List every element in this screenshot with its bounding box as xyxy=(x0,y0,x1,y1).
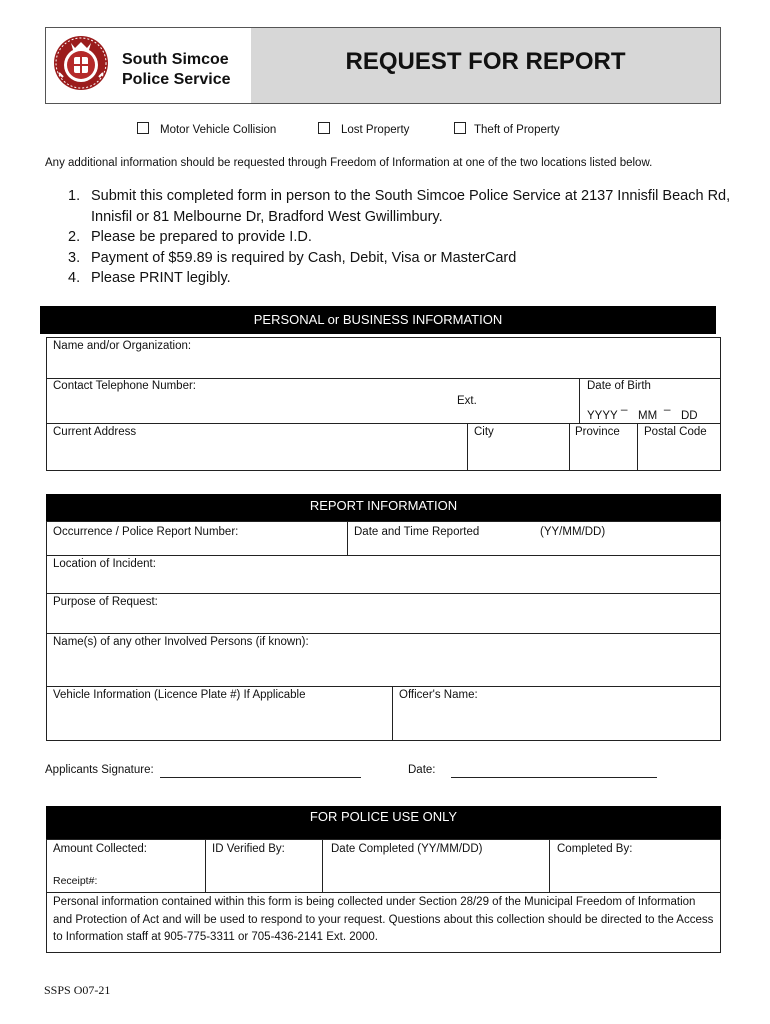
org-name-line2: Police Service xyxy=(122,71,231,88)
checkbox-lost-property[interactable] xyxy=(318,122,330,134)
instruction-item: 1. Submit this completed form in person to the South Simcoe Police Service at 2137 Innisfil Beach Rd, Innisfil or 81 Melbourne Dr, Bradford West Gwillimbury. xyxy=(68,188,731,225)
occurrence-number-label: Occurrence / Police Report Number: xyxy=(53,526,239,538)
date-of-birth-label: Date of Birth xyxy=(587,380,651,392)
privacy-notice: Personal information contained within this form is being collected under Section 28/29 of the Municipal Freedom of Information and Protection of Act and will be used to respond to your request. Questions about this collection should be directed to the Access to Information staff at 905-775-3311 or 705-436-2141 Ext. 2000. xyxy=(53,896,714,943)
police-use-heading: FOR POLICE USE ONLY xyxy=(46,806,721,840)
checkbox-label-lost-property: Lost Property xyxy=(341,124,410,136)
id-verified-label: ID Verified By: xyxy=(212,843,285,855)
org-name-line1: South Simcoe xyxy=(122,51,229,68)
dob-separator: _ xyxy=(621,399,628,411)
instructions-list xyxy=(68,186,731,289)
form-header xyxy=(45,27,721,104)
signature-date-label: Date: xyxy=(408,764,436,776)
amount-collected-label: Amount Collected: xyxy=(53,843,147,855)
applicant-signature-line[interactable] xyxy=(160,777,361,778)
date-format-label: (YY/MM/DD) xyxy=(540,526,606,538)
receipt-label: Receipt#: xyxy=(53,875,98,887)
checkbox-motor-vehicle-collision[interactable] xyxy=(137,122,149,134)
date-completed-label: Date Completed (YY/MM/DD) xyxy=(331,843,483,855)
date-time-reported-label: Date and Time Reported xyxy=(354,526,480,538)
header-title-cell xyxy=(251,28,720,103)
vehicle-information-label: Vehicle Information (Licence Plate #) If Applicable xyxy=(53,689,306,701)
signature-date-line[interactable] xyxy=(451,777,657,778)
officer-name-label: Officer's Name: xyxy=(399,689,478,701)
dob-dd-label: DD xyxy=(681,410,698,422)
incident-location-label: Location of Incident: xyxy=(53,558,156,570)
personal-info-heading: PERSONAL or BUSINESS INFORMATION xyxy=(40,306,716,334)
police-crest-icon xyxy=(51,33,111,93)
foi-notice: Any additional information should be requested through Freedom of Information at one of the two locations listed below. xyxy=(45,157,653,169)
telephone-label: Contact Telephone Number: xyxy=(53,380,196,392)
applicant-signature-label: Applicants Signature: xyxy=(45,764,154,776)
involved-persons-label: Name(s) of any other Involved Persons (if known): xyxy=(53,636,309,648)
dob-separator: _ xyxy=(664,399,671,411)
instruction-item: 4. Please PRINT legibly. xyxy=(68,270,231,286)
current-address-label: Current Address xyxy=(53,426,137,438)
dob-yyyy-label: YYYY xyxy=(587,410,618,422)
completed-by-label: Completed By: xyxy=(557,843,633,855)
instruction-item: 3. Payment of $59.89 is required by Cash, Debit, Visa or MasterCard xyxy=(68,249,517,266)
city-label: City xyxy=(474,426,494,438)
checkbox-theft-of-property[interactable] xyxy=(454,122,466,134)
checkbox-label-theft-of-property: Theft of Property xyxy=(474,124,560,136)
province-label: Province xyxy=(575,426,620,438)
instruction-item: 2. Please be prepared to provide I.D. xyxy=(68,229,312,245)
header-logo-cell xyxy=(46,28,252,103)
dob-mm-label: MM xyxy=(638,410,658,422)
name-organization-label: Name and/or Organization: xyxy=(53,340,192,352)
checkbox-label-motor-vehicle-collision: Motor Vehicle Collision xyxy=(160,124,277,136)
extension-label: Ext. xyxy=(457,395,477,407)
form-code: SSPS O07-21 xyxy=(44,983,111,997)
postal-code-label: Postal Code xyxy=(644,426,707,438)
report-info-heading: REPORT INFORMATION xyxy=(46,494,721,522)
purpose-of-request-label: Purpose of Request: xyxy=(53,596,158,608)
page-title: REQUEST FOR REPORT xyxy=(345,48,626,75)
